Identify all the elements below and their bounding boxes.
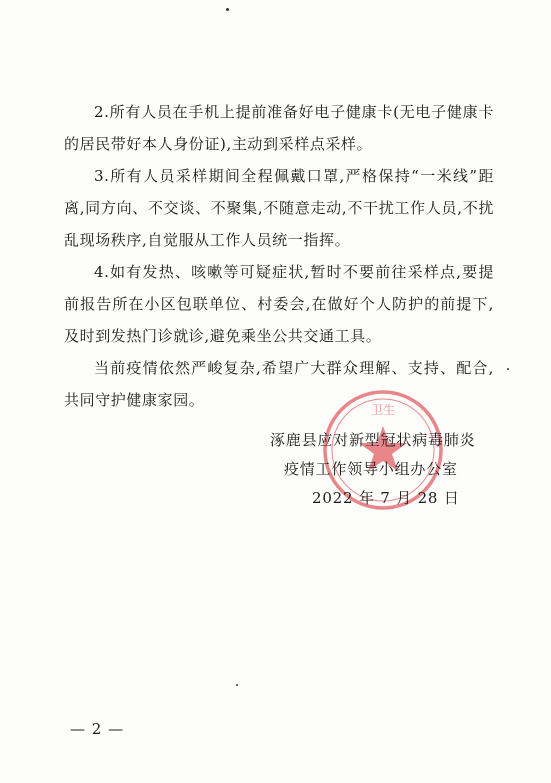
scan-speck bbox=[507, 368, 509, 370]
issue-date: 2022 年 7 月 28 日 bbox=[312, 489, 460, 507]
paragraph-closing: 当前疫情依然严峻复杂,希望广大群众理解、支持、配合,共同守护健康家园。 bbox=[64, 359, 494, 409]
issuer-name-line2: 疫情工作领导小组办公室 bbox=[284, 460, 458, 478]
paragraph-item-3: 3.所有人员采样期间全程佩戴口罩,严格保持“一米线”距离,同方向、不交谈、不聚集,不随意走动,不干扰工作人员,不扰乱现场秩序,自觉服从工作人员统一指挥。 bbox=[64, 167, 494, 249]
issuer-name-line1: 涿鹿县应对新型冠状病毒肺炎 bbox=[270, 431, 476, 449]
seal-lettering: 卫生 bbox=[370, 403, 396, 417]
paragraph-item-4: 4.如有发热、咳嗽等可疑症状,暂时不要前往采样点,要提前报告所在小区包联单位、村委会,在做好个人防护的前提下,及时到发热门诊就诊,避免乘坐公共交通工具。 bbox=[64, 263, 494, 345]
scan-speck bbox=[226, 8, 229, 11]
scan-speck bbox=[236, 684, 238, 686]
signature-block bbox=[270, 426, 510, 513]
paragraph-item-2: 2.所有人员在手机上提前准备好电子健康卡(无电子健康卡的居民带好本人身份证),主动到采样点采样。 bbox=[64, 103, 494, 153]
page-number: — 2 — bbox=[70, 720, 125, 738]
document-body bbox=[64, 96, 494, 416]
